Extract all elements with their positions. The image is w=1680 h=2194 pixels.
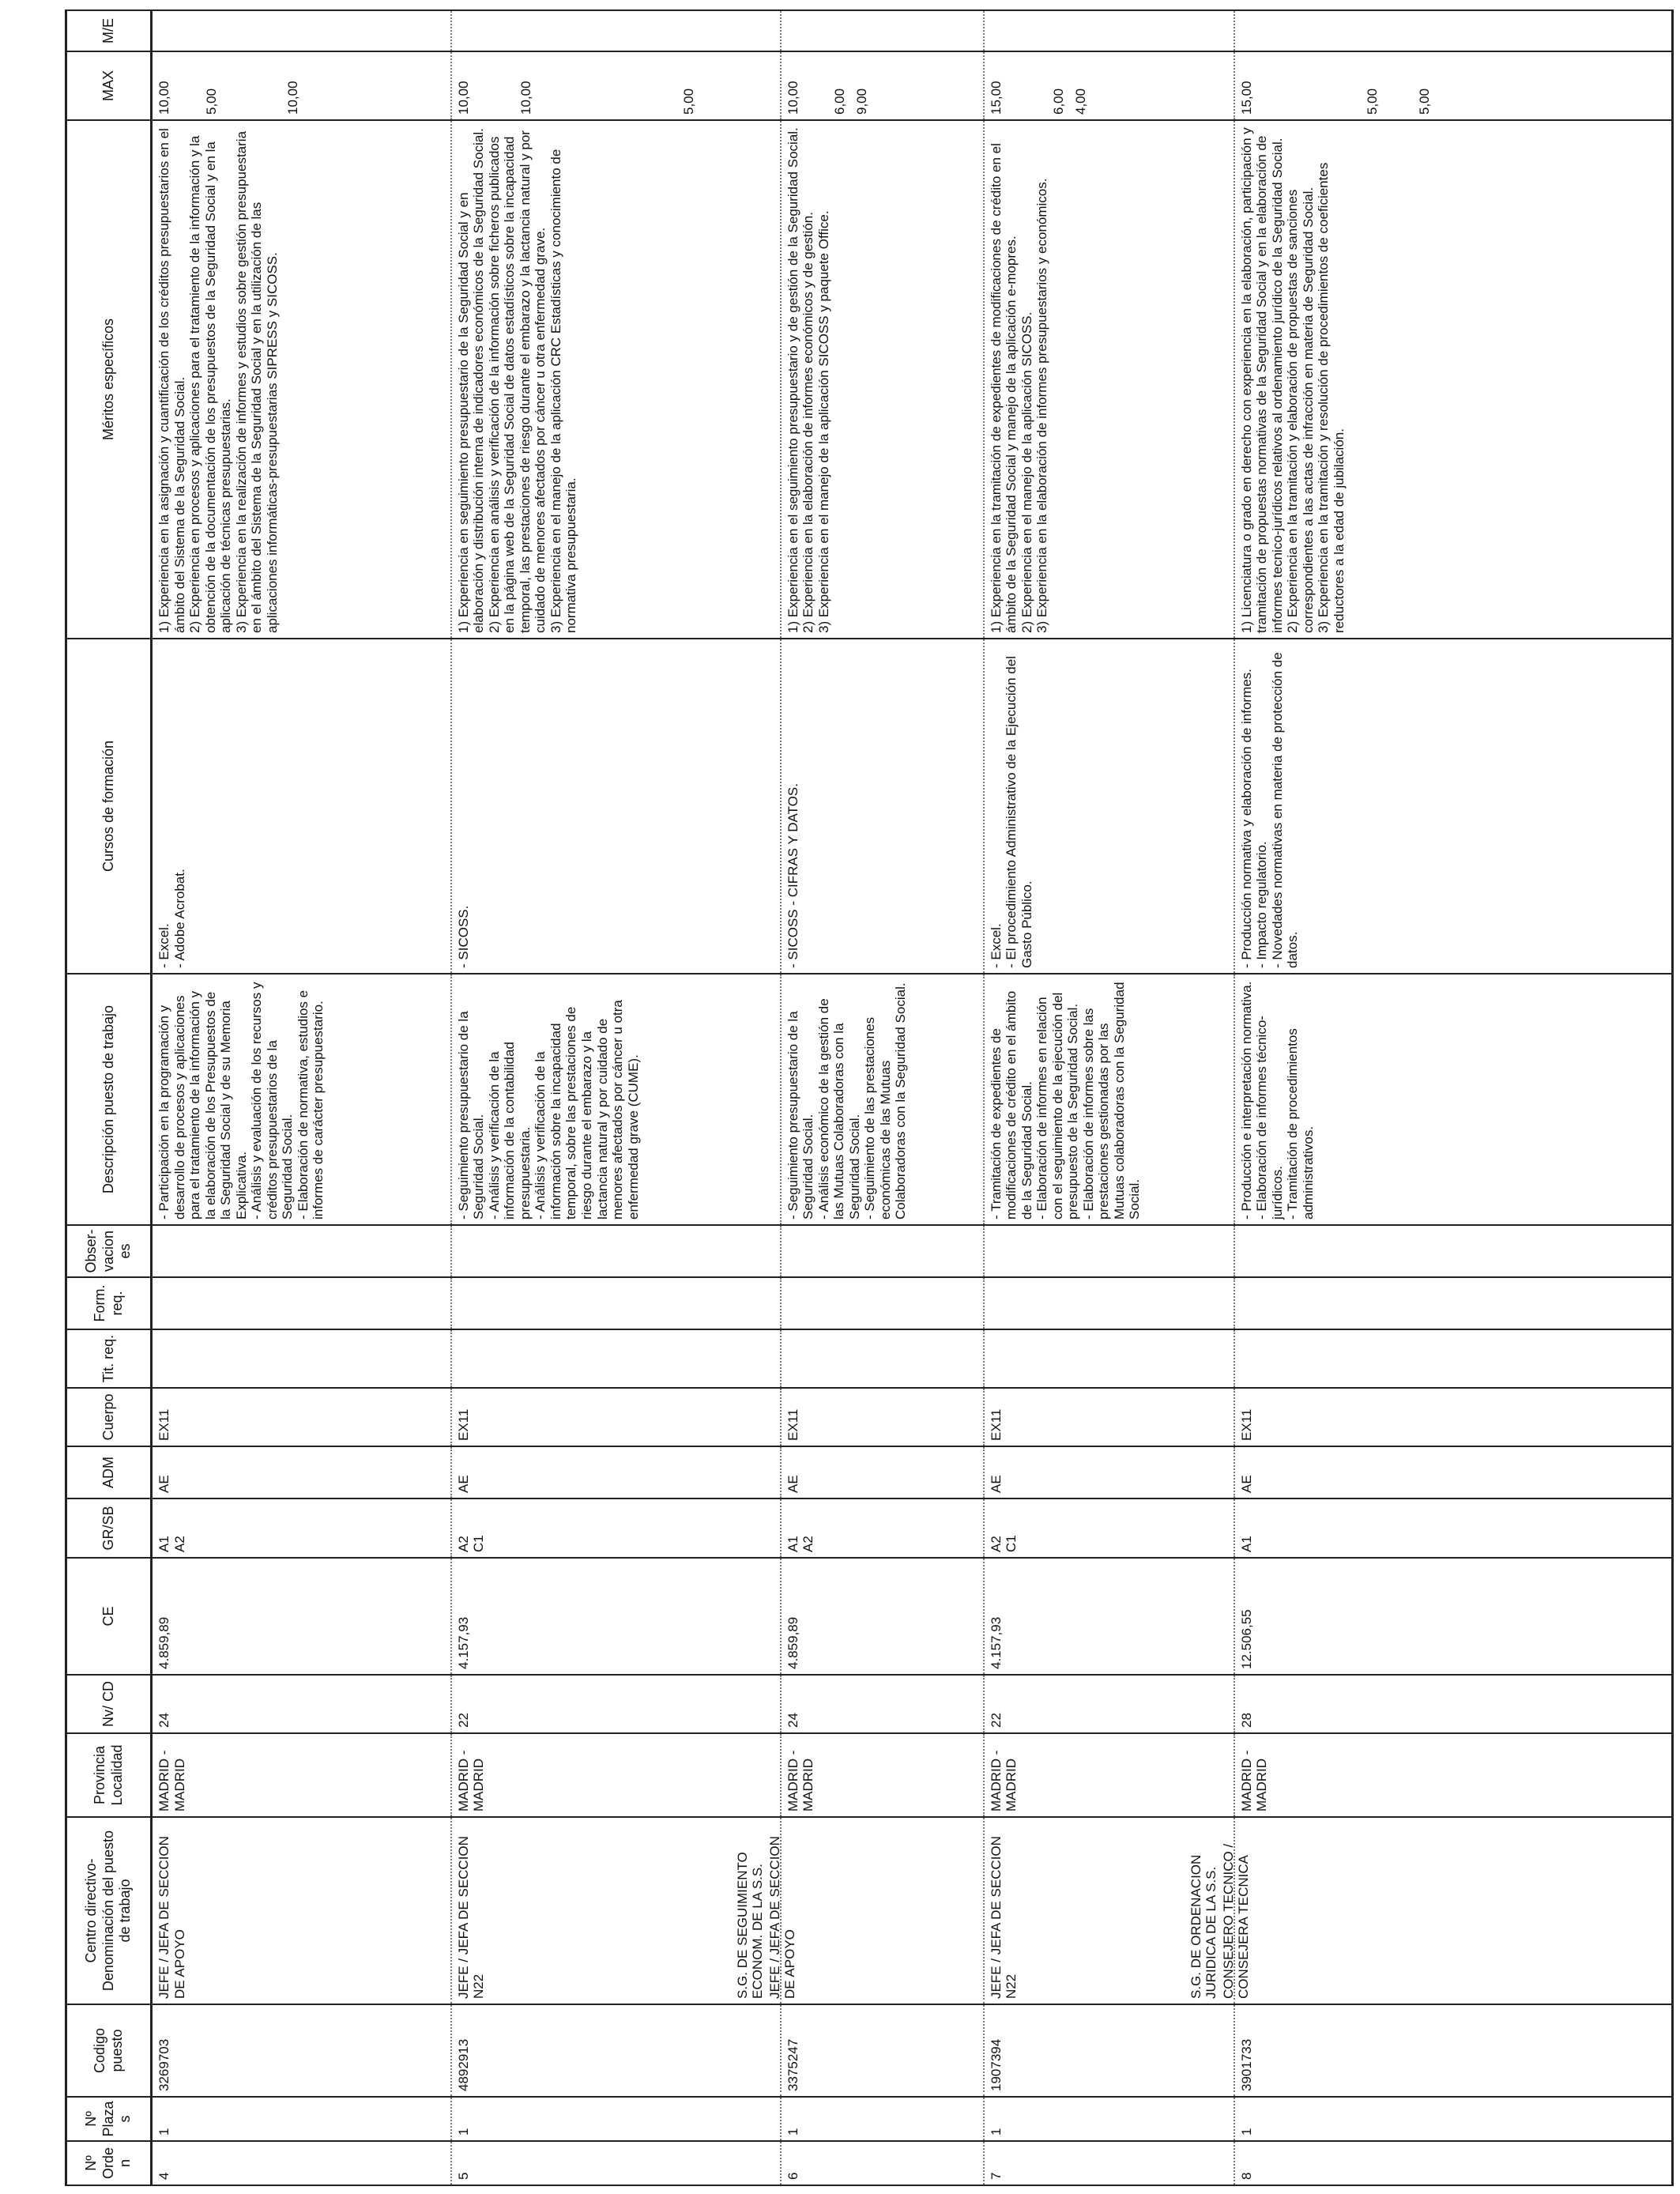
header-provincia: Provincia Localidad (66, 1733, 152, 1817)
tit-cell (451, 1329, 781, 1388)
table-row (451, 10, 781, 2185)
tit-cell (152, 1329, 451, 1388)
header-codigo: Codigo puesto (66, 2004, 152, 2097)
puesto-name: JEFE / JEFA DE SECCION DE APOYO (767, 1836, 798, 1999)
provincia-cell: MADRID - MADRID (984, 1733, 1234, 1817)
cuerpo-cell: EX11 (984, 1388, 1234, 1446)
max-value: 10,00 (156, 81, 171, 115)
provincia-cell: MADRID - MADRID (781, 1733, 984, 1817)
max-value: 9,00 (853, 88, 869, 115)
plazas-cell: 1 (781, 2097, 984, 2141)
max-cell (1234, 51, 1673, 120)
form-cell (451, 1277, 781, 1329)
subdireccion-title: S.G. DE SEGUIMIENTO ECONOM. DE LA S.S. (734, 1852, 766, 1999)
nivel-cell: 22 (451, 1675, 781, 1733)
centro-cell (451, 1817, 781, 2004)
provincia-cell: MADRID - MADRID (1234, 1733, 1673, 1817)
codigo-cell: 3375247 (781, 2004, 984, 2097)
grsb-cell: A1 A2 (781, 1498, 984, 1558)
max-cell (781, 51, 984, 120)
table-body (152, 10, 1673, 2185)
max-cell (984, 51, 1234, 120)
nivel-cell: 24 (152, 1675, 451, 1733)
meritos-cell: 1) Experiencia en seguimiento presupuestario de la Seguridad Social y en elaboración y distribución interna de indicadores económicos de la Seguridad Social. 2) Experiencia en análisis y verificación de la información sobre ficheros publicados en la página web de la Seguridad Social de datos estadísticos sobre la incapacidad temporal, las prestaciones de riesgo durante el embarazo y la lactancia natural y por cuidado de menores afectados por cáncer u otra enfermedad grave. 3) Experiencia en el manejo de la aplicación CRC Estadísticas y conocimiento de normativa presupuestaria. (451, 120, 781, 639)
max-value: 10,00 (518, 81, 534, 115)
descripcion-cell: - Seguimiento presupuestario de la Seguridad Social. - Análisis y verificación de la información de la contabilidad presupuestaria. - Análisis y verificación de la información sobre la incapacidad temporal, sobre las prestaciones de riesgo durante el embarazo y la lactancia natural y por cuidado de menores afectados por cáncer u otra enfermedad grave (CUME). (451, 974, 781, 1225)
descripcion-cell: - Producción e interpretación normativa. - Elaboración de informes técnico-jurídicos. - Tramitación de procedimientos administrativos. (1234, 974, 1673, 1225)
me-cell (984, 10, 1234, 51)
max-value: 15,00 (1238, 81, 1254, 115)
grsb-cell: A1 (1234, 1498, 1673, 1558)
me-cell (781, 10, 984, 51)
table-row (1234, 10, 1673, 2185)
cuerpo-cell: EX11 (1234, 1388, 1673, 1446)
table-row (152, 10, 451, 2185)
obs-cell (152, 1225, 451, 1277)
header-descripcion: Descripción puesto de trabajo (66, 974, 152, 1225)
provincia-cell: MADRID - MADRID (152, 1733, 451, 1817)
max-value: 4,00 (1072, 88, 1088, 115)
header-nivel: Nv/ CD (66, 1675, 152, 1733)
plazas-cell: 1 (1234, 2097, 1673, 2141)
form-cell (984, 1277, 1234, 1329)
header-centro: Centro directivo-Denominación del puesto de trabajo (66, 1817, 152, 2004)
cuerpo-cell: EX11 (152, 1388, 451, 1446)
codigo-cell: 3269703 (152, 2004, 451, 2097)
me-cell (1234, 10, 1673, 51)
orden-cell: 7 (984, 2141, 1234, 2185)
cursos-cell (1234, 639, 1673, 974)
cursos-cell (781, 639, 984, 974)
adm-cell: AE (1234, 1446, 1673, 1498)
header-adm: ADM (66, 1446, 152, 1498)
header-obs: Obser-vaciones (66, 1225, 152, 1277)
curso-item: - SICOSS. (455, 905, 471, 968)
header-row (66, 10, 152, 2185)
puesto-name: JEFE / JEFA DE SECCION N22 (455, 1836, 487, 1999)
subdireccion-title: S.G. DE ORDENACION JURIDICA DE LA S.S. (1188, 1854, 1219, 1999)
positions-table (65, 9, 1674, 2186)
nivel-cell: 24 (781, 1675, 984, 1733)
meritos-cell: 1) Experiencia en la tramitación de expedientes de modificaciones de crédito en el ámbito de la Seguridad Social y manejo de la aplicación e-mopres. 2) Experiencia en el manejo de la aplicación SICOSS. 3) Experiencia en la elaboración de informes presupuestarios y económicos. (984, 120, 1234, 639)
max-cell (451, 51, 781, 120)
header-meritos: Méritos específicos (66, 120, 152, 639)
ce-cell: 12.506,55 (1234, 1558, 1673, 1675)
nivel-cell: 28 (1234, 1675, 1673, 1733)
descripcion-cell: - Seguimiento presupuestario de la Seguridad Social. - Análisis económico de la gestión de las Mutuas Colaboradoras con la Seguridad Social. - Seguimiento de las prestaciones económicas de las Mutuas Colaboradoras con la Seguridad Social. (781, 974, 984, 1225)
descripcion-cell: - Tramitación de expedientes de modificaciones de crédito en el ámbito de la Seguridad Social. - Elaboración de informes en relación con el seguimiento de la ejecución del presupuesto de la Seguridad Social. - Elaboración de informes sobre las prestaciones gestionadas por las Mutuas colaboradoras con la Seguridad Social. (984, 974, 1234, 1225)
table-row (781, 10, 984, 2185)
orden-cell: 5 (451, 2141, 781, 2185)
nivel-cell: 22 (984, 1675, 1234, 1733)
orden-cell: 8 (1234, 2141, 1673, 2185)
curso-item: - Novedades normativas en materia de protección de datos. (1269, 652, 1301, 968)
curso-item: - SICOSS - CIFRAS Y DATOS. (785, 783, 800, 968)
adm-cell: AE (781, 1446, 984, 1498)
obs-cell (451, 1225, 781, 1277)
meritos-cell: 1) Experiencia en el seguimiento presupuestario y de gestión de la Seguridad Social. 2) Experiencia en la elaboración de informes económicos y de gestión. 3) Experiencia en el manejo de la aplicación SICOSS y paquete Office. (781, 120, 984, 639)
obs-cell (1234, 1225, 1673, 1277)
max-value: 5,00 (1365, 88, 1381, 115)
curso-item: - El procedimiento Administrativo de la Ejecución del Gasto Público. (1004, 656, 1034, 968)
plazas-cell: 1 (152, 2097, 451, 2141)
header-plazas: Nº Plazas (66, 2097, 152, 2141)
tit-cell (984, 1329, 1234, 1388)
max-value: 5,00 (680, 88, 696, 115)
puesto-name: JEFE / JEFA DE SECCION DE APOYO (156, 1836, 187, 1999)
centro-cell (1188, 1817, 1673, 2004)
header-grsb: GR/SB (66, 1498, 152, 1558)
curso-item: - Excel. (988, 923, 1004, 968)
codigo-cell: 4892913 (451, 2004, 781, 2097)
max-value: 5,00 (1416, 88, 1432, 115)
cursos-cell (451, 639, 781, 974)
meritos-cell: 1) Licenciatura o grado en derecho con experiencia en la elaboración, participación y tramitación de propuestas normativas de la Seguridad Social y en la elaboración de informes tecnico-jurídicos relativos al ordenamiento jurídico de la Seguridad Social. 2) Experiencia en la tramitación y elaboración de propuestas de sanciones correspondientes a las actas de infracción en materia de Seguridad Social. 3) Experiencia en la tramitación y resolución de procedimientos de coeficientes reductores a la edad de jubilación. (1234, 120, 1673, 639)
grsb-cell: A2 C1 (984, 1498, 1234, 1558)
max-value: 6,00 (832, 88, 848, 115)
header-max: MAX (66, 51, 152, 120)
ce-cell: 4.157,93 (451, 1558, 781, 1675)
tit-cell (1234, 1329, 1673, 1388)
header-me: M/E (66, 10, 152, 51)
curso-item: - Adobe Acrobat. (171, 869, 187, 968)
orden-cell: 6 (781, 2141, 984, 2185)
centro-cell (152, 1817, 451, 2004)
ce-cell: 4.859,89 (152, 1558, 451, 1675)
header-orden: Nº Orden (66, 2141, 152, 2185)
adm-cell: AE (984, 1446, 1234, 1498)
curso-item: - Producción normativa y elaboración de informes. (1238, 669, 1254, 968)
me-cell (451, 10, 781, 51)
cuerpo-cell: EX11 (451, 1388, 781, 1446)
grsb-cell: A1 A2 (152, 1498, 451, 1558)
descripcion-cell: - Participación en la programación y desarrollo de procesos y aplicaciones para el tratamiento de la información y la elaboración de los Presupuestos de la Seguridad Social y de su Memoria Explicativa. - Análisis y evaluación de los recursos y créditos presupuestarios de la Seguridad Social. - Elaboración de normativa, estudios e informes de carácter presupuestario. (152, 974, 451, 1225)
cuerpo-cell: EX11 (781, 1388, 984, 1446)
ce-cell: 4.859,89 (781, 1558, 984, 1675)
grsb-cell: A2 C1 (451, 1498, 781, 1558)
curso-item: - Impacto regulatorio. (1254, 841, 1270, 968)
obs-cell (781, 1225, 984, 1277)
puesto-name: JEFE / JEFA DE SECCION N22 (988, 1836, 1019, 1999)
orden-cell: 4 (152, 2141, 451, 2185)
curso-item: - Excel. (156, 923, 171, 968)
max-value: 10,00 (285, 81, 301, 115)
puesto-name: CONSEJERO TECNICO / CONSEJERA TECNICA (1220, 1843, 1252, 1999)
cursos-cell (152, 639, 451, 974)
rotated-page (65, 11, 1674, 2186)
cursos-cell (984, 639, 1234, 974)
header-ce: CE (66, 1558, 152, 1675)
form-cell (152, 1277, 451, 1329)
max-value: 10,00 (455, 81, 471, 115)
max-cell (152, 51, 451, 120)
meritos-cell: 1) Experiencia en la asignación y cuantificación de los créditos presupuestarios en el ámbito del Sistema de la Seguridad Social. 2) Experiencia en procesos y aplicaciones para el tratamiento de la información y la obtención de la documentación de los presupuestos de la Seguridad Social y en la aplicación de técnicas presupuestarias. 3) Experiencia en la realización de informes y estudios sobre gestión presupuestaria en el ámbito del Sistema de la Seguridad Social y en la utilización de las aplicaciones informáticas-presupuestarias SIPRESS y SICOSS. (152, 120, 451, 639)
max-value: 5,00 (203, 88, 219, 115)
me-cell (152, 10, 451, 51)
plazas-cell: 1 (451, 2097, 781, 2141)
codigo-cell: 3901733 (1234, 2004, 1673, 2097)
tit-cell (781, 1329, 984, 1388)
ce-cell: 4.157,93 (984, 1558, 1234, 1675)
codigo-cell: 1907394 (984, 2004, 1234, 2097)
form-cell (781, 1277, 984, 1329)
adm-cell: AE (451, 1446, 781, 1498)
header-cuerpo: Cuerpo (66, 1388, 152, 1446)
form-cell (1234, 1277, 1673, 1329)
max-value: 10,00 (785, 81, 800, 115)
provincia-cell: MADRID - MADRID (451, 1733, 781, 1817)
max-value: 6,00 (1051, 88, 1067, 115)
header-form: Form. req. (66, 1277, 152, 1329)
obs-cell (984, 1225, 1234, 1277)
centro-cell (734, 1817, 984, 2004)
header-tit: Tit. req. (66, 1329, 152, 1388)
adm-cell: AE (152, 1446, 451, 1498)
header-cursos: Cursos de formación (66, 639, 152, 974)
plazas-cell: 1 (984, 2097, 1234, 2141)
max-value: 15,00 (988, 81, 1004, 115)
